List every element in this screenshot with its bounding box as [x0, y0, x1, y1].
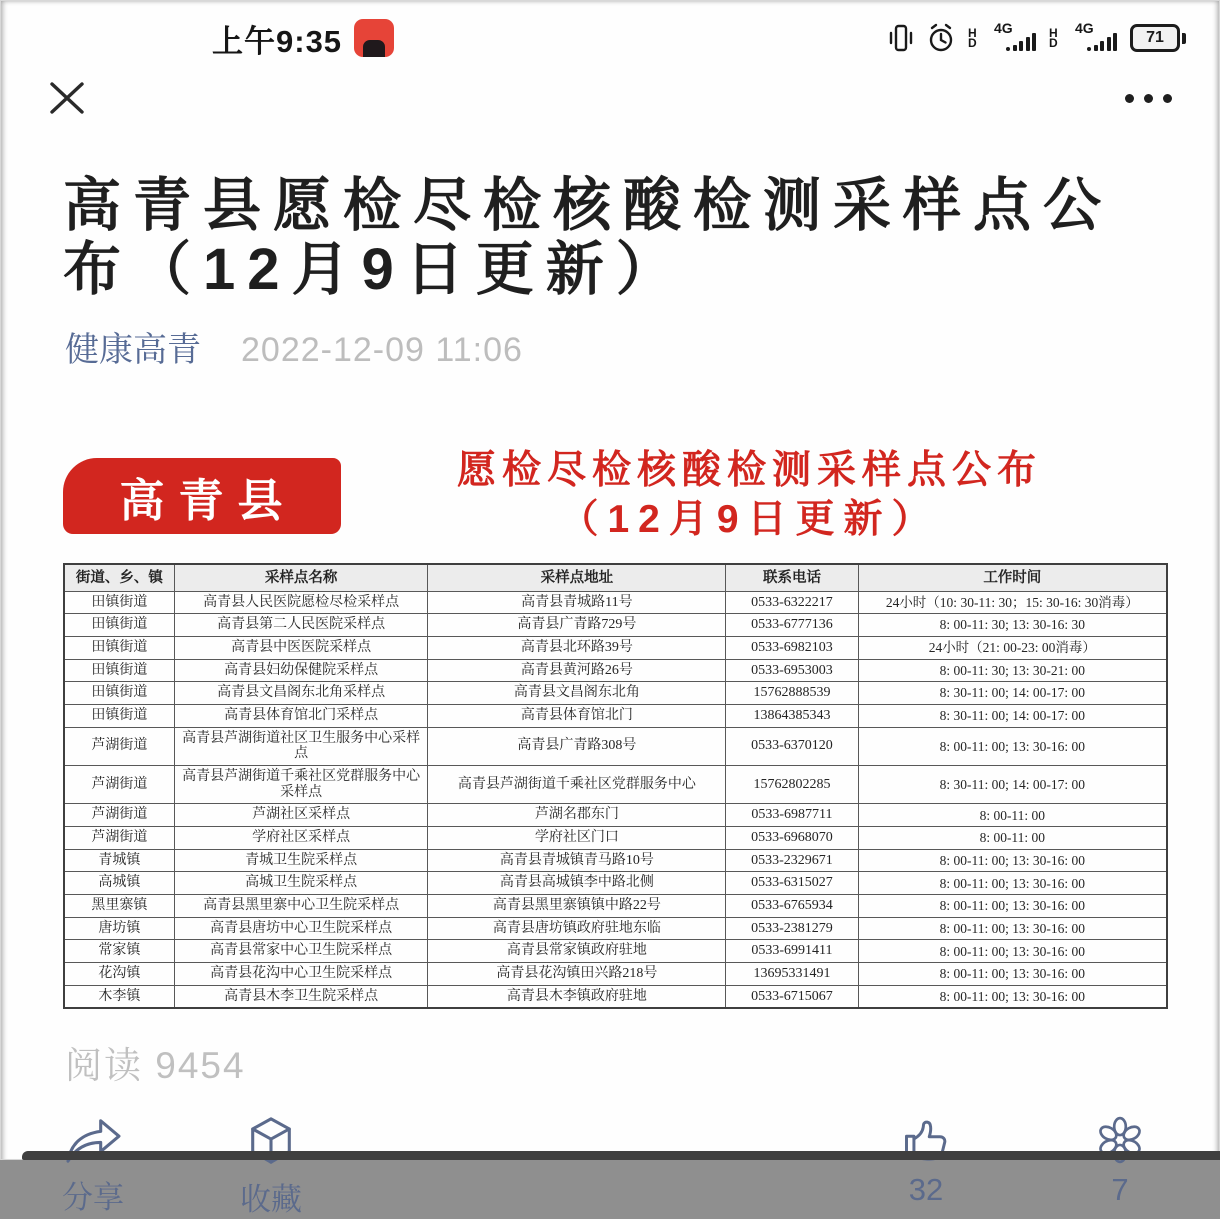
table-cell: 芦湖名郡东门: [428, 804, 726, 827]
table-body: [64, 591, 1167, 1008]
table-row: [64, 962, 1167, 985]
table-cell: 8: 00-11: 30; 13: 30-21: 00: [858, 659, 1167, 682]
table-cell: 田镇街道: [64, 704, 174, 727]
table-cell: 15762802285: [726, 765, 858, 803]
table-cell: 8: 00-11: 00; 13: 30-16: 00: [858, 940, 1167, 963]
like-button[interactable]: [900, 1115, 952, 1208]
table-row: [64, 917, 1167, 940]
signal-4g-icon-1: 4G: [994, 22, 1036, 54]
favorite-label: 收藏: [240, 1182, 302, 1218]
table-cell: 8: 00-11: 00; 13: 30-16: 00: [858, 872, 1167, 895]
table-cell: 青城镇: [64, 849, 174, 872]
table-row: [64, 704, 1167, 727]
table-cell: 0533-6953003: [726, 659, 858, 682]
table-cell: 高青县人民医院愿检尽检采样点: [174, 591, 428, 614]
read-count-row: [65, 1035, 1220, 1089]
alarm-clock-icon: [927, 23, 955, 53]
signal-4g-icon-2: 4G: [1075, 22, 1117, 54]
col-header-address: 采样点地址: [428, 564, 726, 591]
col-header-site-name: 采样点名称: [174, 564, 428, 591]
author-link[interactable]: 健康高青: [65, 331, 201, 369]
table-cell: 8: 30-11: 00; 14: 00-17: 00: [858, 704, 1167, 727]
sampling-points-table: [63, 563, 1168, 1009]
table-row: [64, 872, 1167, 895]
table-cell: 0533-6315027: [726, 872, 858, 895]
table-row: [64, 894, 1167, 917]
table-cell: 0533-6715067: [726, 985, 858, 1008]
table-cell: 8: 00-11: 00; 13: 30-16: 00: [858, 727, 1167, 765]
table-cell: 高青县高城镇李中路北侧: [428, 872, 726, 895]
table-cell: 高青县中医医院采样点: [174, 636, 428, 659]
table-cell: 高青县体育馆北门采样点: [174, 704, 428, 727]
table-cell: 0533-6968070: [726, 826, 858, 849]
table-row: [64, 727, 1167, 765]
table-cell: 0533-2381279: [726, 917, 858, 940]
table-cell: 0533-2329671: [726, 849, 858, 872]
table-cell: 0533-6370120: [726, 727, 858, 765]
table-cell: 15762888539: [726, 682, 858, 705]
table-cell: 田镇街道: [64, 614, 174, 637]
table-row: [64, 659, 1167, 682]
battery-icon: [1130, 24, 1186, 52]
table-cell: 0533-6777136: [726, 614, 858, 637]
close-icon[interactable]: [44, 75, 90, 121]
table-cell: 黑里寨镇: [64, 894, 174, 917]
table-cell: 8: 00-11: 30; 13: 30-16: 30: [858, 614, 1167, 637]
table-cell: 高青县芦湖街道千乘社区党群服务中心采样点: [174, 765, 428, 803]
read-label: 阅读: [65, 1045, 143, 1087]
table-cell: 高青县芦湖街道千乘社区党群服务中心: [428, 765, 726, 803]
recording-app-icon: [354, 19, 394, 57]
table-cell: 田镇街道: [64, 682, 174, 705]
table-cell: 8: 00-11: 00: [858, 804, 1167, 827]
table-cell: 木李镇: [64, 985, 174, 1008]
table-cell: 高青县北环路39号: [428, 636, 726, 659]
table-cell: 高青县芦湖街道社区卫生服务中心采样点: [174, 727, 428, 765]
banner-title: [341, 447, 1158, 545]
table-cell: 高青县广青路308号: [428, 727, 726, 765]
table-cell: 花沟镇: [64, 962, 174, 985]
table-cell: 8: 00-11: 00; 13: 30-16: 00: [858, 985, 1167, 1008]
table-cell: 高城镇: [64, 872, 174, 895]
table-cell: 高城卫生院采样点: [174, 872, 428, 895]
table-cell: 24小时（21: 00-23: 00消毒）: [858, 636, 1167, 659]
table-cell: 0533-6322217: [726, 591, 858, 614]
table-row: [64, 985, 1167, 1008]
table-row: [64, 682, 1167, 705]
table-cell: 8: 00-11: 00: [858, 826, 1167, 849]
table-cell: 13864385343: [726, 704, 858, 727]
table-cell: 8: 00-11: 00; 13: 30-16: 00: [858, 917, 1167, 940]
table-cell: 学府社区采样点: [174, 826, 428, 849]
table-cell: 芦湖社区采样点: [174, 804, 428, 827]
bottom-toolbar: [0, 1115, 1220, 1219]
battery-level: 71: [1130, 24, 1180, 52]
table-row: [64, 765, 1167, 803]
table-cell: 常家镇: [64, 940, 174, 963]
hd-voice-icon-2: HD: [1049, 26, 1062, 50]
table-cell: 8: 00-11: 00; 13: 30-16: 00: [858, 849, 1167, 872]
col-header-phone: 联系电话: [726, 564, 858, 591]
table-row: [64, 826, 1167, 849]
table-cell: 田镇街道: [64, 591, 174, 614]
clock-time: 上午9:35: [212, 23, 343, 59]
table-cell: 0533-6987711: [726, 804, 858, 827]
vibrate-icon: [888, 23, 914, 53]
table-row: [64, 614, 1167, 637]
table-cell: 唐坊镇: [64, 917, 174, 940]
byline: [65, 322, 1220, 371]
banner-title-line2: （12月9日更新）: [559, 498, 940, 541]
table-cell: 高青县花沟中心卫生院采样点: [174, 962, 428, 985]
table-cell: 高青县青城镇青马路10号: [428, 849, 726, 872]
hd-voice-icon: HD: [968, 26, 981, 50]
table-cell: 高青县青城路11号: [428, 591, 726, 614]
share-label: 分享: [62, 1180, 124, 1216]
table-cell: 芦湖街道: [64, 727, 174, 765]
table-cell: 高青县黄河路26号: [428, 659, 726, 682]
table-cell: 田镇街道: [64, 636, 174, 659]
table-cell: 高青县常家中心卫生院采样点: [174, 940, 428, 963]
share-button[interactable]: [62, 1115, 124, 1217]
table-cell: 0533-6765934: [726, 894, 858, 917]
table-row: [64, 591, 1167, 614]
table-cell: 24小时（10: 30-11: 30；15: 30-16: 30消毒）: [858, 591, 1167, 614]
table-cell: 8: 00-11: 00; 13: 30-16: 00: [858, 962, 1167, 985]
article-title: 高青县愿检尽检核酸检测采样点公布（12月9日更新）: [63, 173, 1114, 302]
table-cell: 高青县黑里寨中心卫生院采样点: [174, 894, 428, 917]
table-cell: 高青县文昌阁东北角采样点: [174, 682, 428, 705]
table-cell: 学府社区门口: [428, 826, 726, 849]
table-cell: 高青县木李镇政府驻地: [428, 985, 726, 1008]
table-cell: 高青县黑里寨镇镇中路22号: [428, 894, 726, 917]
wow-count: 7: [1111, 1172, 1129, 1208]
like-count: 32: [908, 1172, 944, 1208]
table-cell: 13695331491: [726, 962, 858, 985]
wow-button[interactable]: [1094, 1115, 1146, 1208]
table-cell: 高青县花沟镇田兴路218号: [428, 962, 726, 985]
table-cell: 芦湖街道: [64, 765, 174, 803]
table-row: [64, 636, 1167, 659]
col-header-hours: 工作时间: [858, 564, 1167, 591]
table-cell: 8: 30-11: 00; 14: 00-17: 00: [858, 682, 1167, 705]
table-cell: 田镇街道: [64, 659, 174, 682]
table-cell: 8: 30-11: 00; 14: 00-17: 00: [858, 765, 1167, 803]
status-bar: [0, 0, 1220, 66]
favorite-button[interactable]: [240, 1115, 302, 1219]
table-cell: 高青县广青路729号: [428, 614, 726, 637]
county-badge: 高青县: [63, 458, 341, 534]
table-cell: 高青县木李卫生院采样点: [174, 985, 428, 1008]
banner-title-line1: 愿检尽检核酸检测采样点公布: [456, 449, 1042, 492]
table-row: [64, 849, 1167, 872]
table-cell: 高青县妇幼保健院采样点: [174, 659, 428, 682]
col-header-district: 街道、乡、镇: [64, 564, 174, 591]
table-cell: 高青县第二人民医院采样点: [174, 614, 428, 637]
table-cell: 8: 00-11: 00; 13: 30-16: 00: [858, 894, 1167, 917]
article-nav-bar: [0, 66, 1220, 130]
table-cell: 0533-6982103: [726, 636, 858, 659]
screenshot-bottom-edge: [22, 1151, 1220, 1160]
table-header-row: [64, 564, 1167, 591]
more-menu-icon[interactable]: [1125, 94, 1172, 103]
table-cell: 高青县体育馆北门: [428, 704, 726, 727]
table-cell: 高青县文昌阁东北角: [428, 682, 726, 705]
table-cell: 芦湖街道: [64, 804, 174, 827]
table-cell: 高青县常家镇政府驻地: [428, 940, 726, 963]
table-cell: 芦湖街道: [64, 826, 174, 849]
table-cell: 高青县唐坊镇政府驻地东临: [428, 917, 726, 940]
table-cell: 高青县唐坊中心卫生院采样点: [174, 917, 428, 940]
table-row: [64, 940, 1167, 963]
table-row: [64, 804, 1167, 827]
publish-date: 2022-12-09 11:06: [241, 331, 523, 369]
announcement-banner: [63, 447, 1158, 545]
table-cell: 青城卫生院采样点: [174, 849, 428, 872]
read-count: 9454: [155, 1045, 246, 1087]
table-cell: 0533-6991411: [726, 940, 858, 963]
